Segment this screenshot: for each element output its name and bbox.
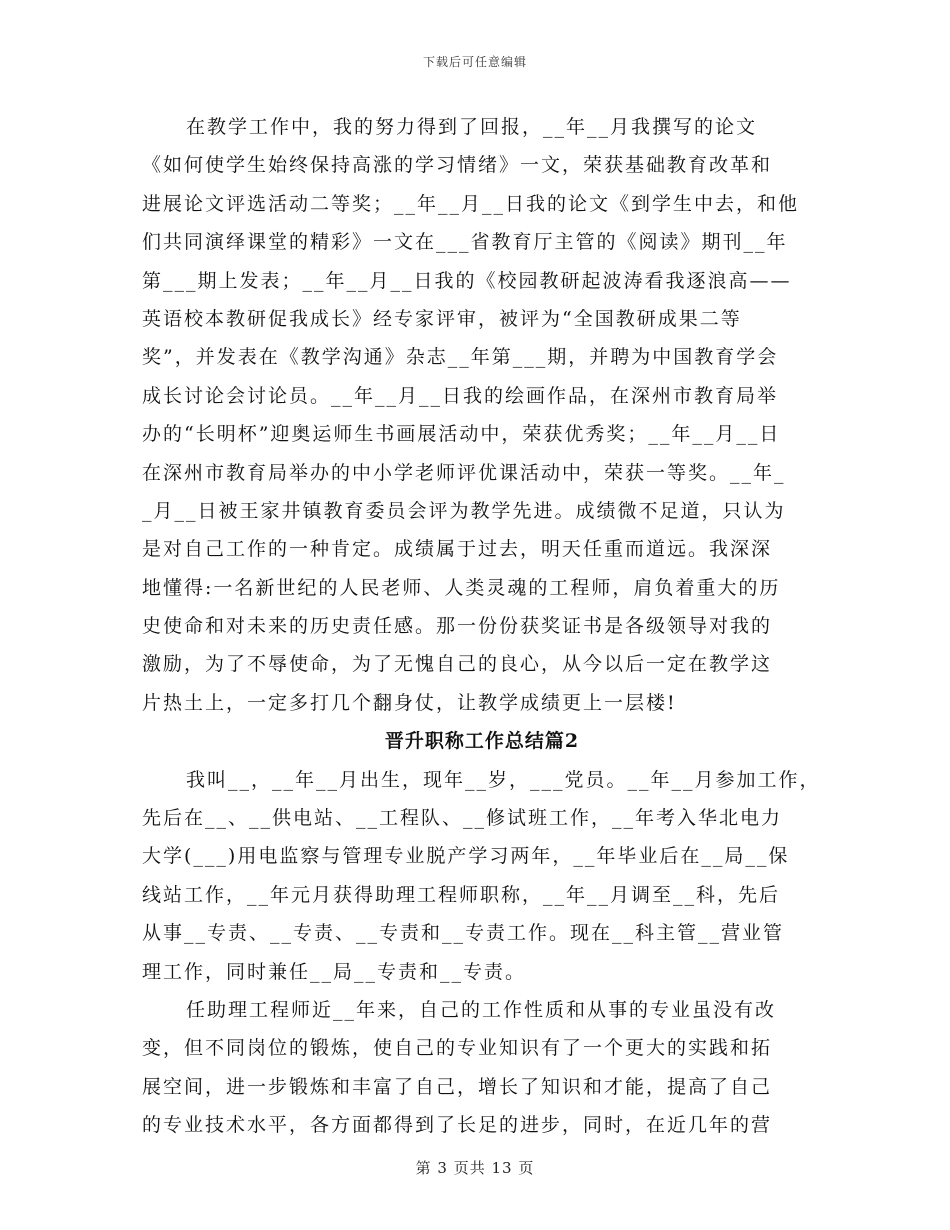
text-line: 任助理工程师近__年来，自己的工作性质和从事的专业虽没有改 (186, 998, 777, 1021)
text-line: 在深州市教育局举办的中小学老师评优课活动中，荣获一等奖。__年_ (142, 461, 786, 484)
text-line: 第___期上发表；__年__月__日我的《校园教研起波涛看我逐浪高—— (142, 269, 792, 292)
text-line: 大学(___)用电监察与管理专业脱产学习两年，__年毕业后在__局__保 (142, 845, 790, 868)
text-line: 在教学工作中，我的努力得到了回报，__年__月我撰写的论文 (186, 116, 758, 138)
header-note: 下载后可任意编辑 (422, 55, 527, 69)
text-line: 线站工作，__年元月获得助理工程师职称，__年__月调至__科，先后 (142, 883, 781, 906)
text-line: 我叫__，__年__月出生，现年__岁，___党员。__年__月参加工作， (186, 768, 821, 791)
page-number-footer: 第 3 页共 13 页 (415, 1159, 535, 1177)
text-line: 理工作，同时兼任__局__专责和__专责。 (142, 960, 527, 983)
text-line: 进展论文评选活动二等奖；__年__月__日我的论文《到学生中去，和他 (142, 192, 800, 215)
text-line: 展空间，进一步锻炼和丰富了自己，增长了知识和才能，提高了自己 (142, 1075, 773, 1098)
text-line: 是对自己工作的一种肯定。成绩属于过去，明天任重而道远。我深深 (142, 538, 773, 561)
text-line: 地懂得:一名新世纪的人民老师、人类灵魂的工程师，肩负着重大的历 (142, 576, 781, 599)
text-line: 《如何使学生始终保持高涨的学习情绪》一文，荣获基础教育改革和 (142, 154, 773, 177)
text-line: 变，但不同岗位的锻炼，使自己的专业知识有了一个更大的实践和拓 (142, 1037, 773, 1060)
text-line: 从事__专责、__专责、__专责和__专责工作。现在__科主管__营业管 (142, 922, 785, 945)
section-heading: 晋升职称工作总结篇2 (384, 730, 580, 753)
text-line: 成长讨论会讨论员。__年__月__日我的绘画作品，在深州市教育局举 (142, 384, 779, 407)
text-line: 英语校本教研促我成长》经专家评审，被评为“全国教研成果二等 (142, 307, 742, 330)
text-line: 片热土上，一定多打几个翻身仗，让教学成绩更上一层楼! (142, 691, 677, 714)
text-line: 的专业技术水平，各方面都得到了长足的进步，同时，在近几年的营 (142, 1114, 773, 1137)
text-line: 先后在__、__供电站、__工程队、__修试班工作，__年考入华北电力 (142, 807, 783, 830)
text-line: 办的“长明杯”迎奥运师生书画展活动中，荣获优秀奖；__年__月__日 (142, 423, 781, 446)
text-line: 们共同演绎课堂的精彩》一文在___省教育厅主管的《阅读》期刊__年 (142, 231, 788, 254)
text-line: 奖”，并发表在《教学沟通》杂志__年第___期，并聘为中国教育学会 (142, 346, 779, 369)
text-line: 史使命和对未来的历史责任感。那一份份获奖证书是各级领导对我的 (142, 615, 773, 638)
text-line: 激励，为了不辱使命，为了无愧自己的良心，从今以后一定在教学这 (142, 653, 773, 676)
text-line: _月__日被王家井镇教育委员会评为教学先进。成绩微不足道，只认为 (142, 499, 786, 522)
document-body (142, 108, 822, 1145)
